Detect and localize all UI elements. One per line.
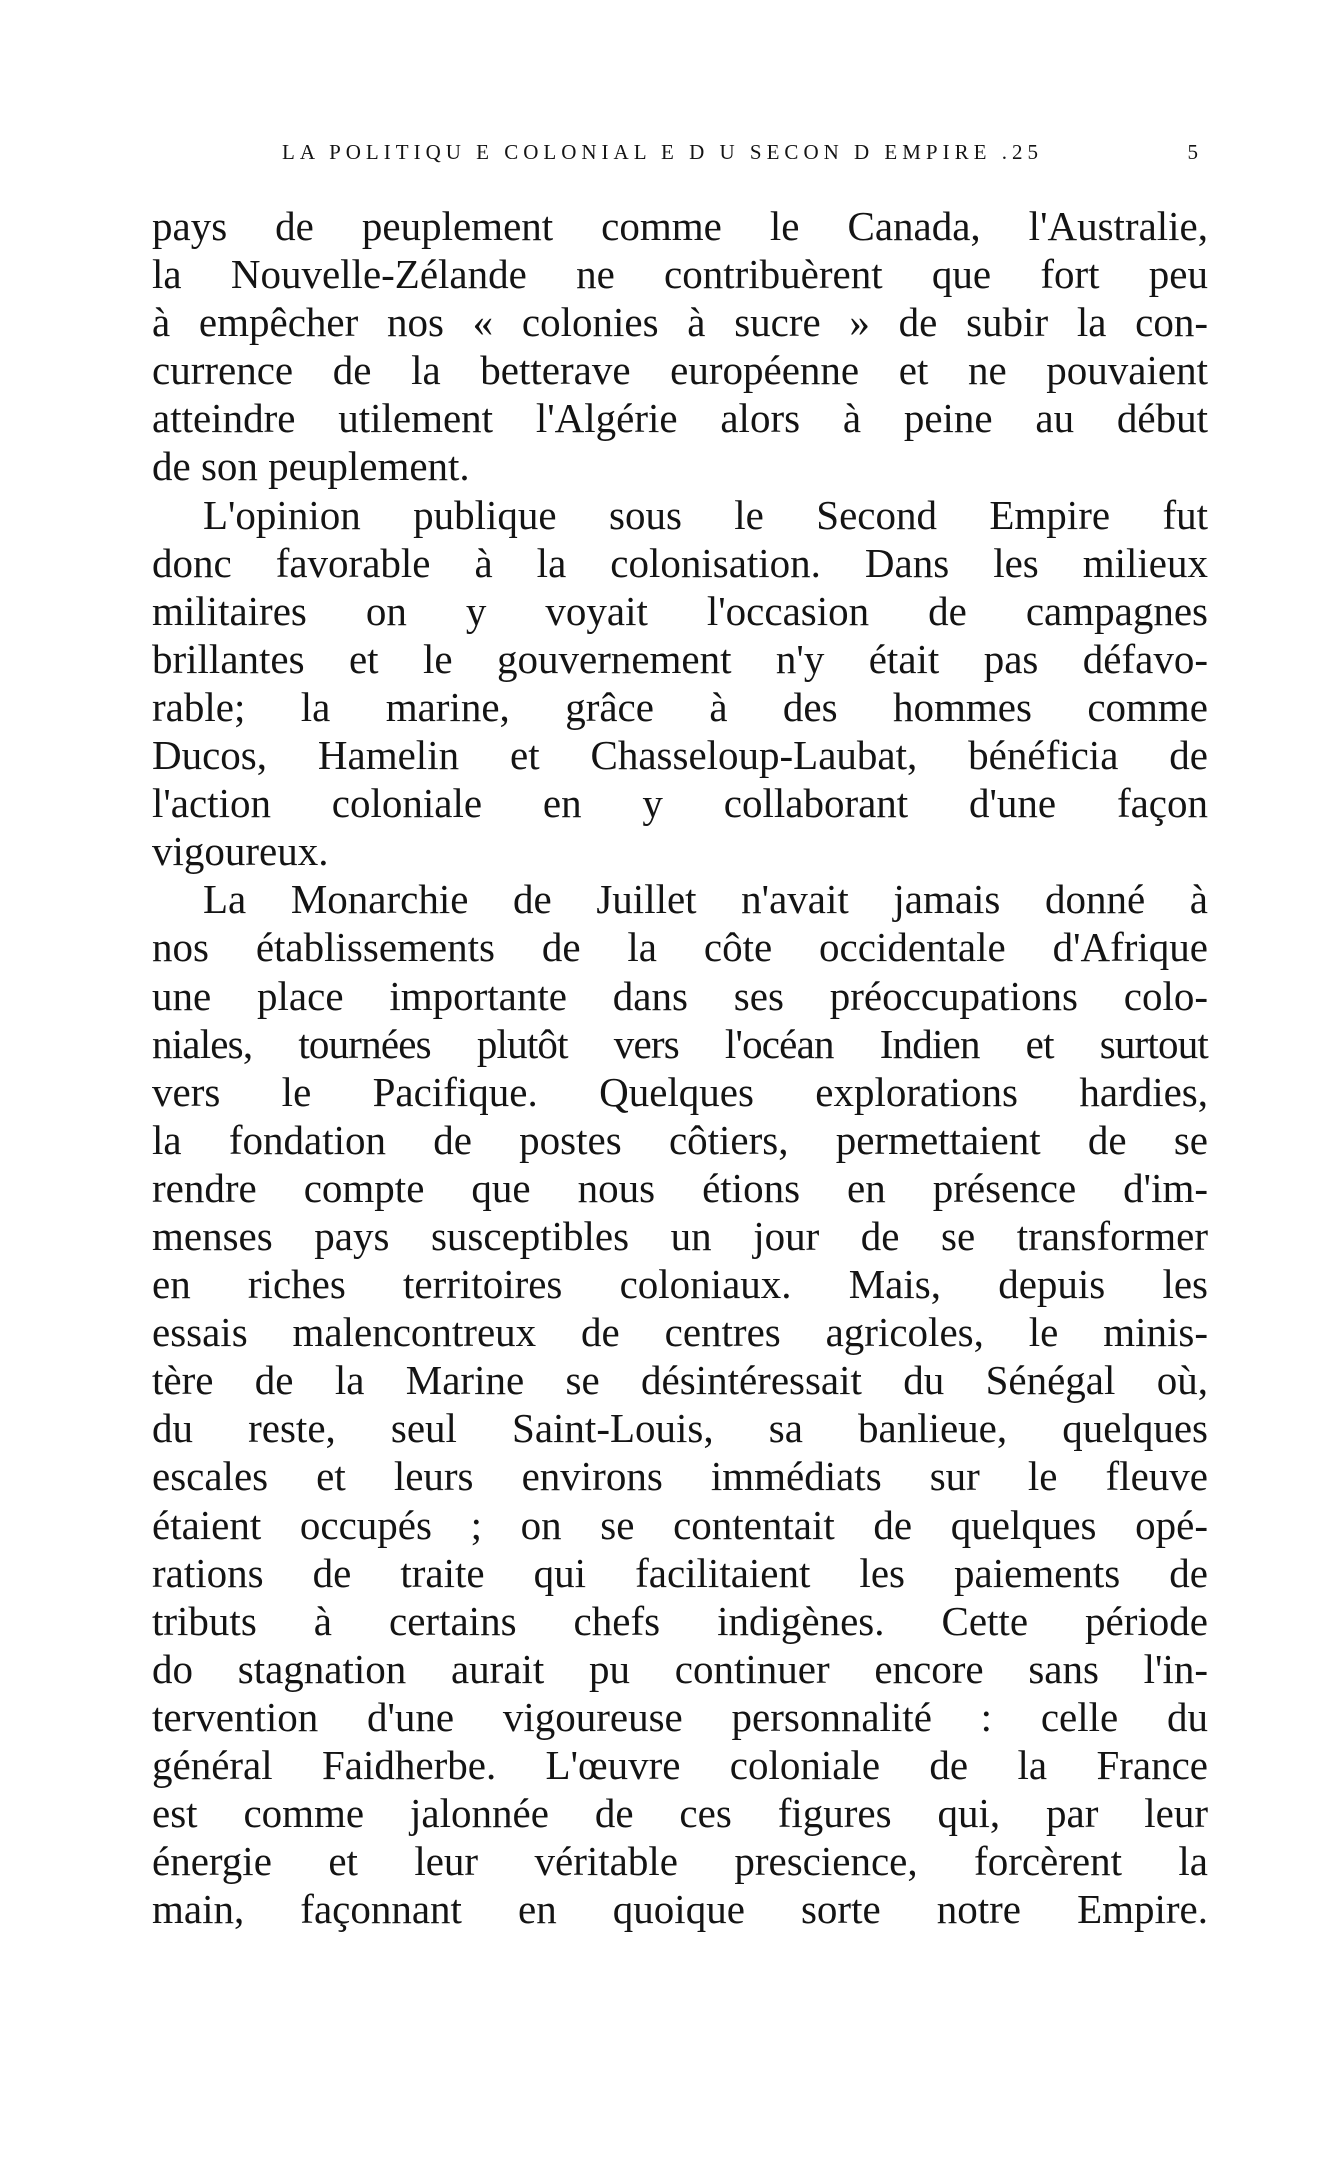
paragraph-2 bbox=[152, 491, 1208, 876]
text-line: Ducos, Hamelin et Chasseloup-Laubat, bénéficia de bbox=[152, 732, 1208, 779]
text-line: une place importante dans ses préoccupations colo- bbox=[152, 972, 1208, 1019]
text-line: main, façonnant en quoique sorte notre Empire. bbox=[152, 1886, 1208, 1933]
text-line: do stagnation aurait pu continuer encore sans l'in- bbox=[152, 1645, 1208, 1692]
text-line: La Monarchie de Juillet n'avait jamais donné à bbox=[203, 876, 1208, 923]
text-line: tervention d'une vigoureuse personnalité : celle du bbox=[152, 1693, 1208, 1740]
text-line: currence de la betterave européenne et ne pouvaient bbox=[152, 347, 1208, 394]
text-line: en riches territoires coloniaux. Mais, depuis les bbox=[152, 1261, 1208, 1308]
text-line: rations de traite qui facilitaient les paiements de bbox=[152, 1549, 1208, 1596]
text-line: niales, tournées plutôt vers l'océan Indien et surtout bbox=[152, 1020, 1208, 1067]
paragraph-1 bbox=[152, 202, 1208, 491]
text-line: l'action coloniale en y collaborant d'une façon bbox=[152, 780, 1208, 827]
text-line: rendre compte que nous étions en présence d'im- bbox=[152, 1164, 1208, 1211]
text-line: pays de peuplement comme le Canada, l'Australie, bbox=[152, 203, 1208, 249]
text-line: essais malencontreux de centres agricoles, le minis- bbox=[152, 1309, 1208, 1356]
page-number: 5 bbox=[1187, 140, 1198, 164]
text-line: L'opinion publique sous le Second Empire fut bbox=[203, 491, 1208, 538]
text-line: du reste, seul Saint-Louis, sa banlieue, quelques bbox=[152, 1405, 1208, 1452]
text-line: militaires on y voyait l'occasion de campagnes bbox=[152, 587, 1208, 634]
text-line: atteindre utilement l'Algérie alors à peine au début bbox=[152, 395, 1208, 442]
text-line: nos établissements de la côte occidentale d'Afrique bbox=[152, 924, 1208, 971]
text-line: la fondation de postes côtiers, permettaient de se bbox=[152, 1116, 1208, 1163]
text-line: de son peuplement. bbox=[152, 443, 470, 490]
text-line: vigoureux. bbox=[152, 828, 329, 875]
text-line: tributs à certains chefs indigènes. Cette période bbox=[152, 1597, 1208, 1644]
text-line: brillantes et le gouvernement n'y était pas défavo- bbox=[152, 635, 1208, 682]
text-line: étaient occupés ; on se contentait de quelques opé- bbox=[152, 1501, 1208, 1548]
text-line: est comme jalonnée de ces figures qui, par leur bbox=[152, 1790, 1208, 1837]
running-head bbox=[282, 134, 1198, 170]
text-line: rable; la marine, grâce à des hommes comme bbox=[152, 683, 1208, 730]
text-line: tère de la Marine se désintéressait du Sénégal où, bbox=[152, 1357, 1208, 1404]
text-line: énergie et leur véritable prescience, forcèrent la bbox=[152, 1838, 1208, 1885]
text-line: la Nouvelle-Zélande ne contribuèrent que fort peu bbox=[152, 251, 1208, 298]
text-line: à empêcher nos « colonies à sucre » de subir la con- bbox=[152, 299, 1208, 346]
body-text bbox=[152, 202, 1208, 1933]
paragraph-3 bbox=[152, 875, 1208, 1933]
text-line: vers le Pacifique. Quelques explorations hardies, bbox=[152, 1068, 1208, 1115]
text-line: escales et leurs environs immédiats sur le fleuve bbox=[152, 1453, 1208, 1500]
text-line: général Faidherbe. L'œuvre coloniale de la France bbox=[152, 1742, 1208, 1788]
text-line: menses pays susceptibles un jour de se transformer bbox=[152, 1212, 1208, 1259]
text-line: donc favorable à la colonisation. Dans les milieux bbox=[152, 539, 1208, 586]
running-title: LA POLITIQU E COLONIAL E D U SECON D EMPIRE .25 bbox=[282, 140, 1043, 164]
